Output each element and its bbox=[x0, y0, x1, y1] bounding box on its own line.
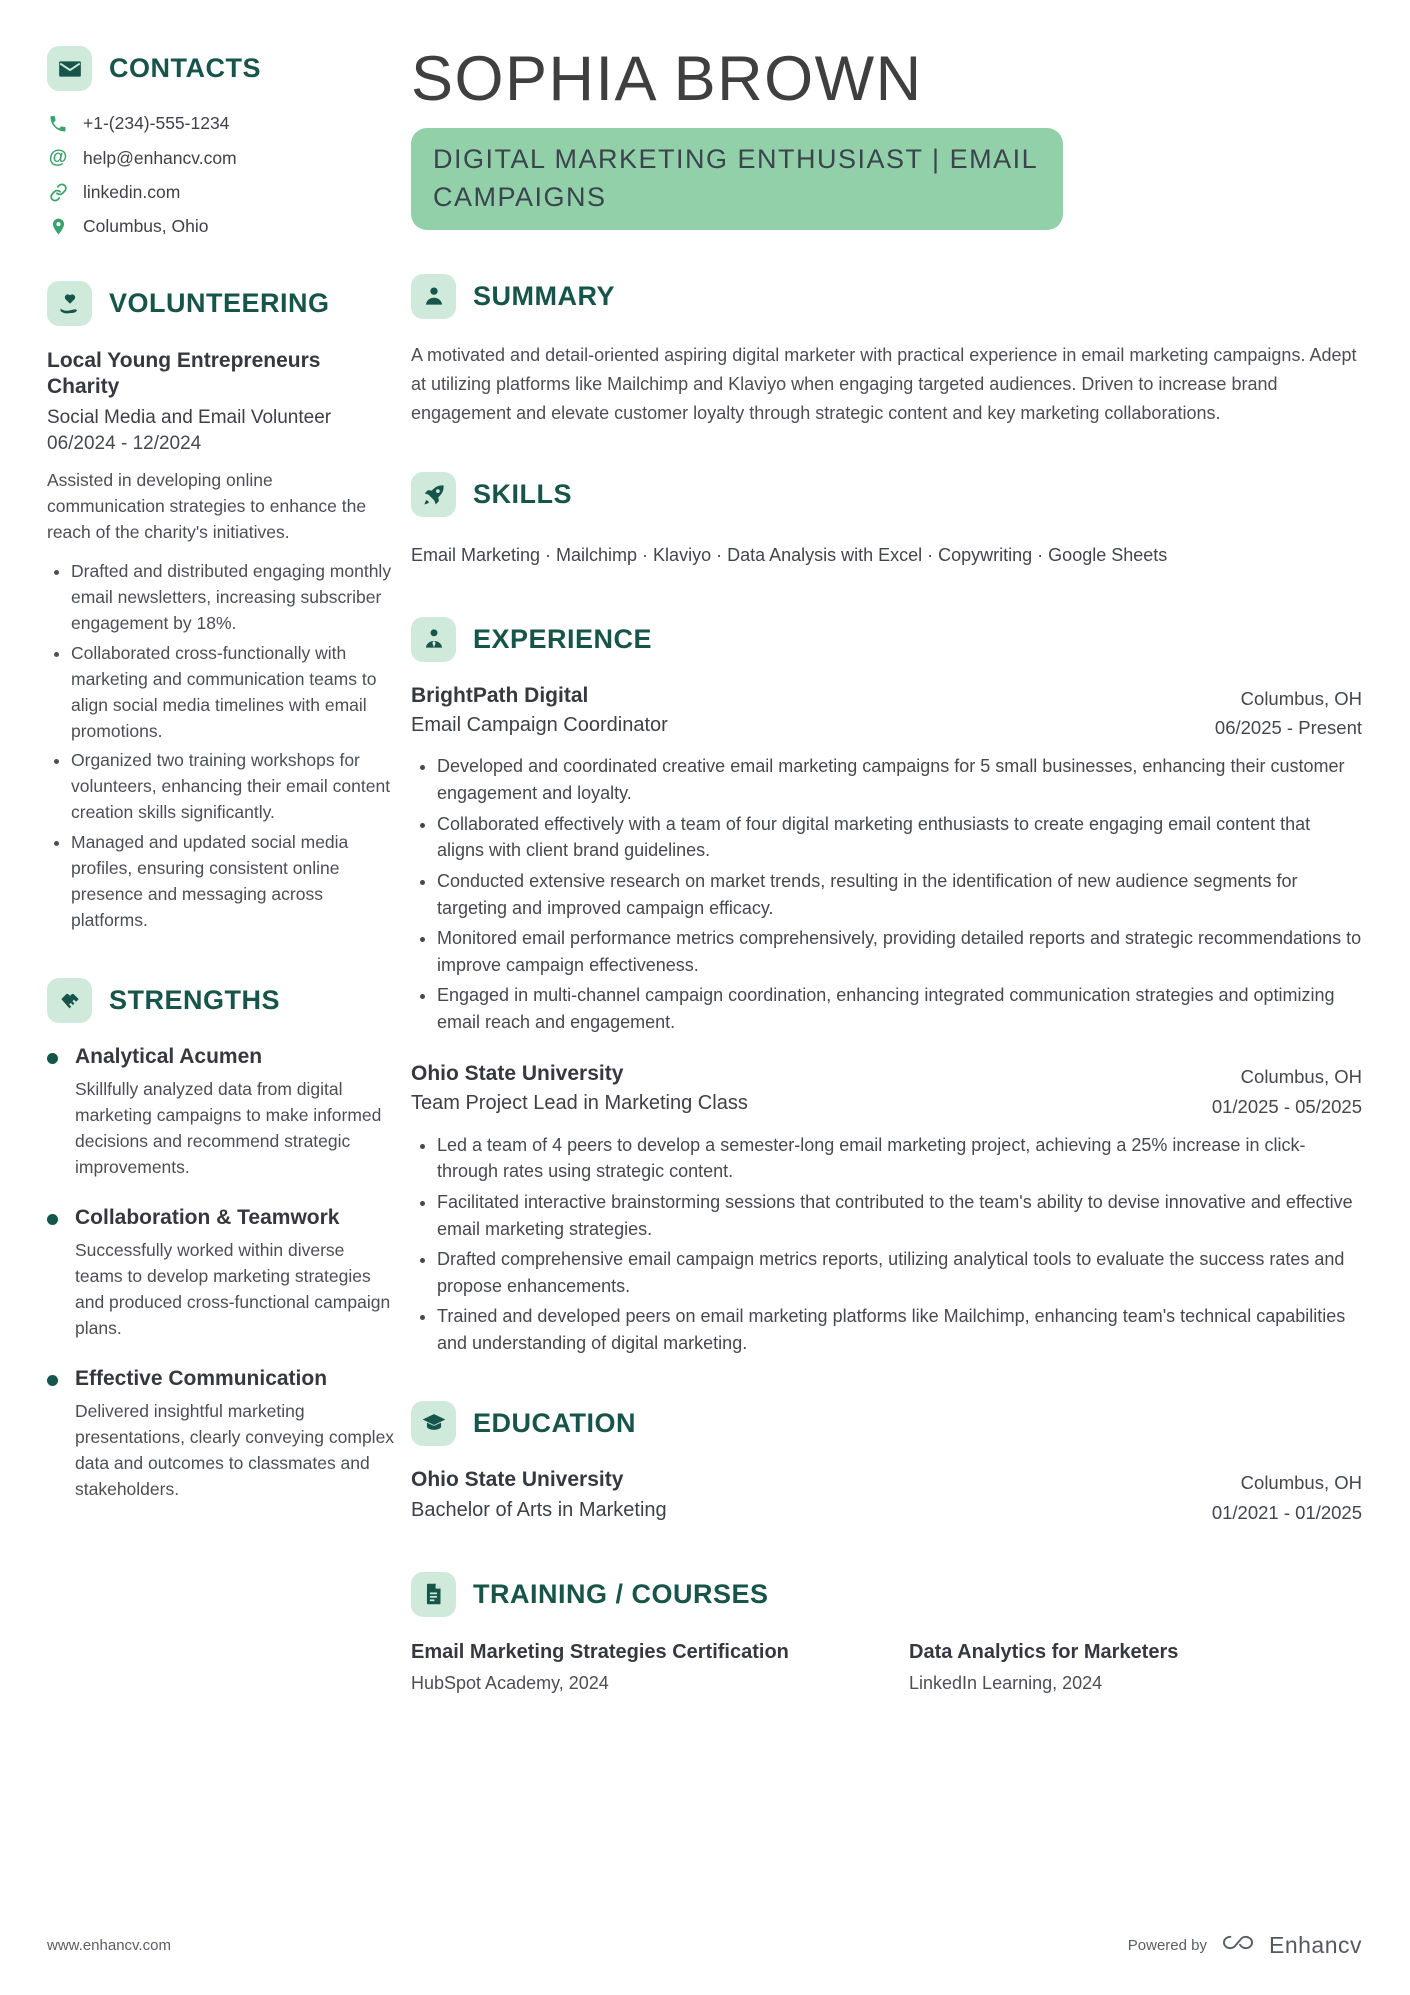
envelope-icon bbox=[47, 46, 92, 91]
volunteering-heading: VOLUNTEERING bbox=[109, 288, 330, 318]
experience-section bbox=[411, 617, 1362, 1357]
footer-url[interactable]: www.enhancv.com bbox=[47, 1936, 171, 1954]
education-degree: Bachelor of Arts in Marketing bbox=[411, 1498, 667, 1521]
bullet-item: • Drafted and distributed engaging monthly email newsletters, increasing subscriber engagement by 18%. bbox=[71, 559, 395, 637]
bullet-item: • Facilitated interactive brainstorming sessions that contributed to the team's ability to devise innovative and effective email marketing strategies. bbox=[437, 1189, 1362, 1242]
bullet-dot-icon bbox=[47, 1053, 58, 1064]
main-column bbox=[411, 46, 1362, 1694]
person-name: SOPHIA BROWN bbox=[411, 44, 923, 114]
job-location: Columbus, OH bbox=[1240, 687, 1362, 709]
enhancv-logo-icon bbox=[1219, 1931, 1257, 1959]
contact-email-text: help@enhancv.com bbox=[83, 147, 237, 168]
training-heading: TRAINING / COURSES bbox=[473, 1578, 769, 1609]
strength-description: Skillfully analyzed data from digital marketing campaigns to make informed decisions and recommend strategic improvements. bbox=[75, 1078, 382, 1178]
job-dates: 06/2025 - Present bbox=[1214, 717, 1362, 739]
volunteering-organization: Local Young Entrepreneurs Charity bbox=[47, 349, 321, 399]
bullet-item: • Collaborated cross-functionally with marketing and communication teams to align social media timelines with email promotions. bbox=[71, 641, 395, 745]
job-title-pill: DIGITAL MARKETING ENTHUSIAST | EMAIL CAMPAIGNS bbox=[411, 128, 1063, 230]
volunteering-section bbox=[47, 281, 395, 934]
contact-email[interactable] bbox=[47, 147, 395, 169]
course-provider: HubSpot Academy, 2024 bbox=[411, 1672, 609, 1693]
strength-item bbox=[47, 1206, 395, 1342]
strength-item bbox=[47, 1367, 395, 1503]
graduation-cap-icon bbox=[411, 1401, 456, 1446]
businessperson-icon bbox=[411, 617, 456, 662]
summary-heading: SUMMARY bbox=[473, 280, 615, 311]
contact-phone[interactable] bbox=[47, 113, 395, 134]
experience-heading: EXPERIENCE bbox=[473, 623, 653, 654]
powered-by[interactable] bbox=[1128, 1931, 1362, 1959]
rocket-icon bbox=[411, 472, 456, 517]
footer bbox=[47, 1931, 1362, 1959]
strength-title: Analytical Acumen bbox=[75, 1044, 263, 1068]
job-role: Team Project Lead in Marketing Class bbox=[411, 1091, 748, 1114]
summary-text: A motivated and detail-oriented aspiring digital marketer with practical experience in email marketing campaigns. Adept at utilizing platforms like Mailchimp and Klaviyo when engaging targeted audiences. Driven to increase brand engagement and elevate customer loyalty through strategic content and key marketing collaborations. bbox=[411, 344, 1357, 424]
volunteering-description: Assisted in developing online communication strategies to enhance the reach of the charity's initiatives. bbox=[47, 469, 367, 542]
course-entry bbox=[411, 1639, 864, 1694]
contacts-heading: CONTACTS bbox=[109, 53, 261, 83]
bullet-item: • Drafted comprehensive email campaign metrics reports, utilizing analytical tools to evaluate the success rates and propose enhancements. bbox=[437, 1246, 1362, 1299]
skills-list: Email Marketing · Mailchimp · Klaviyo · Data Analysis with Excel · Copywriting · Google Sheets bbox=[411, 545, 1168, 566]
volunteering-dates: 06/2024 - 12/2024 bbox=[47, 432, 202, 454]
phone-icon bbox=[47, 114, 69, 134]
bullet-item: • Monitored email performance metrics comprehensively, providing detailed reports and strategic recommendations to improve campaign effectiveness. bbox=[437, 925, 1362, 978]
course-title: Data Analytics for Marketers bbox=[909, 1640, 1179, 1663]
bullet-item: • Trained and developed peers on email marketing platforms like Mailchimp, enhancing team's technical capabilities and understanding of digital marketing. bbox=[437, 1303, 1362, 1356]
course-entry bbox=[909, 1639, 1362, 1694]
experience-entry bbox=[411, 684, 1362, 1036]
bullet-item: • Engaged in multi-channel campaign coordination, enhancing integrated communication strategies and optimizing email reach and engagement. bbox=[437, 982, 1362, 1035]
experience-entry bbox=[411, 1062, 1362, 1357]
strength-item bbox=[47, 1045, 395, 1181]
education-school: Ohio State University bbox=[411, 1467, 624, 1491]
training-section bbox=[411, 1572, 1362, 1694]
contact-location-text: Columbus, Ohio bbox=[83, 216, 209, 236]
summary-section bbox=[411, 274, 1362, 428]
volunteering-role: Social Media and Email Volunteer bbox=[47, 406, 332, 428]
job-dates: 01/2025 - 05/2025 bbox=[1211, 1095, 1362, 1117]
education-entry bbox=[411, 1468, 1362, 1528]
strength-description: Successfully worked within diverse teams to develop marketing strategies and produced cross-functional campaign plans. bbox=[75, 1239, 391, 1339]
strength-title: Effective Communication bbox=[75, 1366, 328, 1390]
course-title: Email Marketing Strategies Certification bbox=[411, 1640, 789, 1663]
job-bullets bbox=[411, 1132, 1362, 1357]
bullet-dot-icon bbox=[47, 1214, 58, 1225]
course-provider: LinkedIn Learning, 2024 bbox=[909, 1672, 1103, 1693]
skills-heading: SKILLS bbox=[473, 479, 573, 510]
education-section bbox=[411, 1401, 1362, 1528]
strength-description: Delivered insightful marketing presentations, clearly conveying complex data and outcomes to classmates and stakeholders. bbox=[75, 1400, 395, 1500]
person-icon bbox=[411, 274, 456, 319]
brand-wordmark: Enhancv bbox=[1268, 1931, 1362, 1958]
at-icon: @ bbox=[48, 147, 68, 168]
job-company: Ohio State University bbox=[411, 1061, 624, 1085]
hand-heart-icon bbox=[47, 281, 92, 326]
bullet-item: • Conducted extensive research on market trends, resulting in the identification of new audience segments for targeting and improved campaign efficacy. bbox=[437, 868, 1362, 921]
link-icon bbox=[47, 183, 69, 202]
job-bullets bbox=[411, 753, 1362, 1035]
bullet-item: • Collaborated effectively with a team of four digital marketing enthusiasts to create engaging email content that aligns with client brand guidelines. bbox=[437, 811, 1362, 864]
handshake-icon bbox=[47, 978, 92, 1023]
job-location: Columbus, OH bbox=[1240, 1065, 1362, 1087]
job-role: Email Campaign Coordinator bbox=[411, 713, 668, 736]
strength-title: Collaboration & Teamwork bbox=[75, 1205, 340, 1229]
powered-by-label: Powered by bbox=[1127, 1936, 1207, 1954]
bullet-item: • Developed and coordinated creative email marketing campaigns for 5 small businesses, enhancing their customer engagement and loyalty. bbox=[437, 753, 1362, 806]
education-location: Columbus, OH bbox=[1240, 1471, 1362, 1493]
contact-linkedin-text: linkedin.com bbox=[83, 182, 181, 202]
contact-phone-text: +1-(234)-555-1234 bbox=[83, 113, 230, 133]
document-icon bbox=[411, 1572, 456, 1617]
sidebar bbox=[47, 46, 395, 1547]
contact-list bbox=[47, 113, 395, 237]
bullet-dot-icon bbox=[47, 1375, 58, 1386]
bullet-item: • Led a team of 4 peers to develop a semester-long email marketing project, achieving a 25% increase in click-through rates using strategic content. bbox=[437, 1132, 1362, 1185]
strengths-heading: STRENGTHS bbox=[109, 984, 281, 1015]
education-heading: EDUCATION bbox=[473, 1407, 636, 1438]
location-icon bbox=[47, 217, 69, 236]
bullet-item: • Organized two training workshops for volunteers, enhancing their email content creation skills significantly. bbox=[71, 748, 395, 826]
job-company: BrightPath Digital bbox=[411, 683, 589, 707]
contacts-section bbox=[47, 46, 395, 237]
bullet-item: • Managed and updated social media profiles, ensuring consistent online presence and messaging across platforms. bbox=[71, 830, 395, 934]
strengths-section bbox=[47, 978, 395, 1503]
contact-linkedin[interactable] bbox=[47, 182, 395, 203]
education-dates: 01/2021 - 01/2025 bbox=[1211, 1501, 1362, 1523]
contact-location bbox=[47, 216, 395, 237]
skills-section bbox=[411, 472, 1362, 572]
volunteering-bullets bbox=[47, 559, 395, 933]
